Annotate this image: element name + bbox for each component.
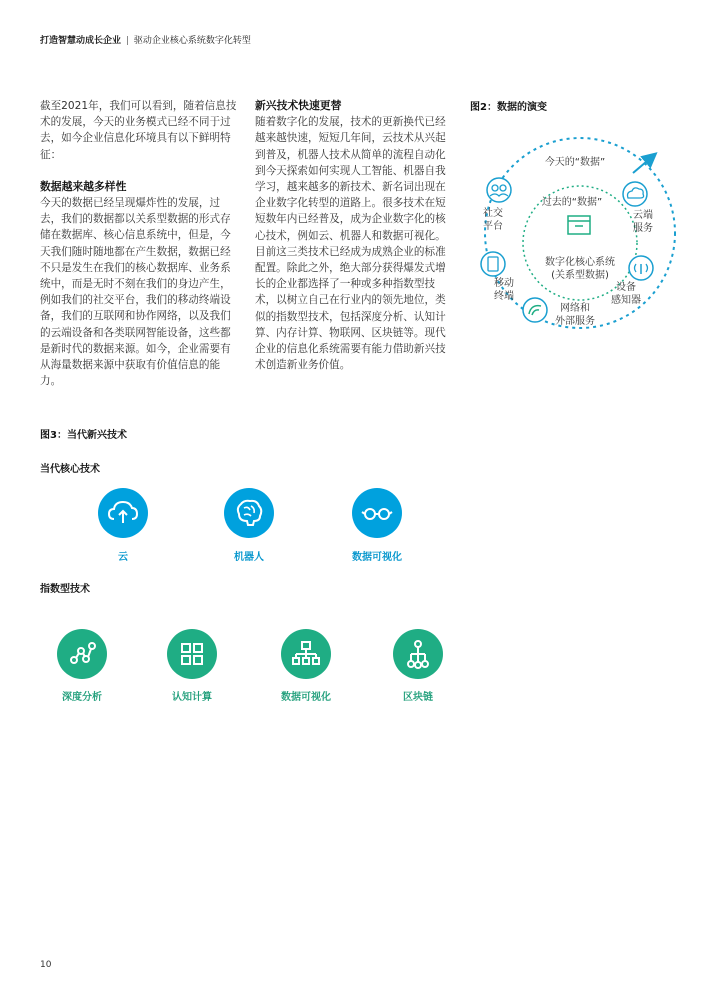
device-line1: 设备: [616, 282, 636, 293]
cloud-upload-icon: [98, 488, 148, 538]
device-line2: 感知器: [611, 295, 641, 306]
cloud-service-icon: [623, 182, 647, 206]
cloud-service-label: [633, 209, 653, 235]
header-subtitle: 驱动企业核心系统数字化转型: [133, 36, 251, 46]
section-heading-data-diversity: 数据越来越多样性: [40, 179, 127, 193]
core-item-cloud-label: 云: [118, 552, 128, 563]
past-data-label: 过去的“数据”: [541, 197, 603, 208]
network-services-label: [555, 302, 595, 328]
exp-item-cognitive-label: 认知计算: [172, 692, 212, 703]
core-system-line1: 数字化核心系统: [545, 257, 615, 268]
figure2-title: 图2：数据的演变: [470, 102, 547, 113]
mobile-terminal-label: [494, 277, 514, 303]
page-number: 10: [40, 960, 52, 970]
exp-item-blockchain-label: 区块链: [403, 692, 433, 703]
grid-icon: [167, 629, 217, 679]
body-paragraph-data-diversity: 今天的数据已经呈现爆炸性的发展，过去，我们的数据都以关系型数据的形式存储在数据库、核心信息系统中，但是，今天我们随时随地都在产生数据，数据已经不只是发生在我们的核心数据库、业务系统中，而是无时不刻在我们的身边产生，例如我们的社交平台，我们的移动终端设备，我们的互联网和协作网络，以及我们的云端设备和各类联网智能设备，这些都是新时代的数据来源。如今，企业需要有从海量数据来源中获取有价值信息的能力。: [40, 197, 231, 388]
core-tech-label: 当代核心技术: [40, 464, 100, 475]
network-line1: 网络和: [560, 303, 590, 314]
header-separator: |: [125, 36, 129, 46]
network-line2: 外部服务: [555, 316, 595, 327]
social-platform-icon: [487, 178, 511, 202]
hierarchy-icon: [281, 629, 331, 679]
blockchain-icon: [393, 629, 443, 679]
core-system-line2: (关系型数据): [551, 270, 609, 281]
device-sensor-label: [611, 281, 641, 307]
core-system-label: [545, 256, 615, 282]
running-header: [40, 33, 251, 46]
exponential-tech-label: 指数型技术: [40, 584, 90, 595]
mobile-line1: 移动: [494, 278, 514, 289]
cloud-line2: 服务: [633, 223, 653, 234]
header-title: 打造智慧动成长企业: [40, 36, 122, 46]
exp-item-dataviz-label: 数据可视化: [281, 692, 331, 703]
core-item-dataviz-label: 数据可视化: [352, 552, 402, 563]
core-item-robot-label: 机器人: [234, 552, 264, 563]
cloud-line1: 云端: [633, 210, 653, 221]
mobile-terminal-icon: [481, 252, 505, 276]
social-line2: 平台: [483, 221, 503, 232]
social-platform-label: [483, 207, 503, 233]
text-column-2: [255, 98, 450, 373]
device-sensor-icon: [629, 256, 653, 280]
growth-arrow: [633, 156, 653, 173]
today-data-label: 今天的“数据”: [544, 157, 606, 168]
database-box-icon: [568, 216, 590, 234]
exp-item-deep-analysis-label: 深度分析: [62, 692, 102, 703]
section-heading-emerging-tech: 新兴技术快速更替: [255, 99, 342, 112]
body-paragraph-emerging-tech: 随着数字化的发展，技术的更新换代已经越来越快速，短短几年间，云技术从兴起到普及，机器人技术从简单的流程自动化到今天探索如何实现人工智能、机器自我学习，越来越多的新技术、新名词出现在企业数字化转型的道路上。很多技术在短短数年内已经普及，成为企业数字化的核心技术，例如云、机器人和数据可视化。目前这三类技术已经成为成熟企业的标准配置。除此之外，绝大部分获得爆发式增长的企业都选择了一种或多种指数型技术，以树立自己在行业内的领先地位，类似的指数型技术，包括深度分析、认知计算、内存计算、物联网、区块链等。现代企业的信息化系统需要有能力借助新兴技术创造新业务价值。: [255, 116, 446, 372]
intro-paragraph: 截至2021年，我们可以看到，随着信息技术的发展，今天的业务模式已经不同于过去，如今企业信息化环境具有以下鲜明特征：: [40, 100, 237, 161]
glasses-icon: [352, 488, 402, 538]
brain-icon: [224, 488, 274, 538]
social-line1: 社交: [483, 208, 503, 219]
network-services-icon: [523, 298, 547, 322]
text-column-1: [40, 98, 238, 389]
figure3-title: 图3：当代新兴技术: [40, 430, 127, 441]
nodes-icon: [57, 629, 107, 679]
mobile-line2: 终端: [494, 291, 514, 302]
